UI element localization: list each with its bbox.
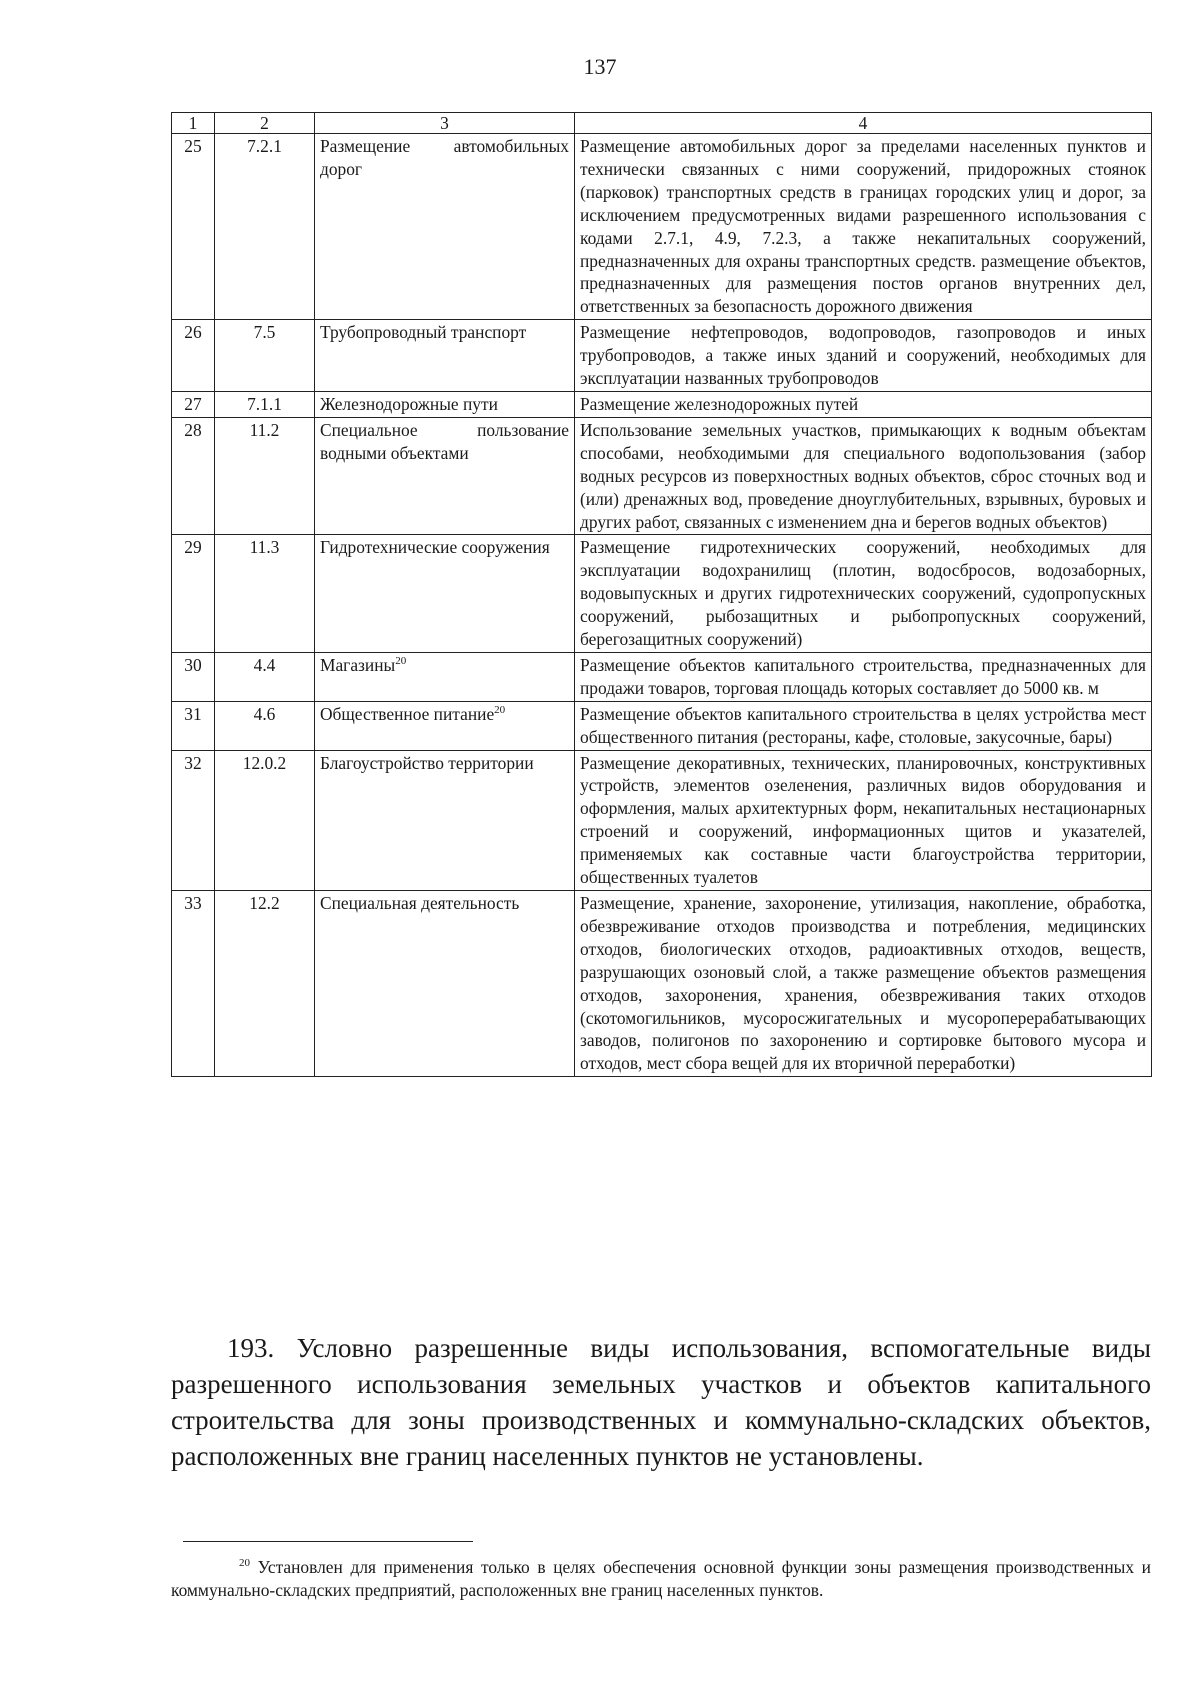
use-description: Размещение объектов капитального строительства в целях устройства мест общественного питания (рестораны, кафе, столовые, закусочные, бары) <box>575 701 1152 750</box>
column-header-4: 4 <box>575 113 1152 134</box>
row-number: 27 <box>172 391 215 417</box>
use-name-text: Специальное пользование водными объектами <box>320 419 569 463</box>
use-description: Размещение декоративных, технических, планировочных, конструктивных устройств, элементов озеленения, различных видов оборудования и оформления, малых архитектурных форм, некапитальных нестационарных строений и сооружений, информационных щитов и указателей, применяемых как составные части благоустройства территории, общественных туалетов <box>575 750 1152 890</box>
use-name <box>315 134 575 320</box>
use-code: 7.5 <box>215 320 315 392</box>
use-description: Размещение железнодорожных путей <box>575 391 1152 417</box>
use-code: 12.0.2 <box>215 750 315 890</box>
column-header-3: 3 <box>315 113 575 134</box>
use-name-text: Трубопроводный транспорт <box>320 322 527 343</box>
use-name <box>315 652 575 701</box>
use-description: Размещение объектов капитального строительства, предназначенных для продажи товаров, торговая площадь которых составляет до 5000 кв. м <box>575 652 1152 701</box>
use-description: Размещение гидротехнических сооружений, необходимых для эксплуатации водохранилищ (плотин, водосбросов, водозаборных, водовыпускных и других гидротехнических сооружений, судопропускных сооружений, рыбозащитных и рыбопропускных сооружений, берегозащитных сооружений) <box>575 535 1152 653</box>
footnote-divider <box>183 1541 473 1542</box>
table-header-row <box>172 113 1152 134</box>
use-name <box>315 701 575 750</box>
use-code: 4.6 <box>215 701 315 750</box>
use-description: Использование земельных участков, примыкающих к водным объектам способами, необходимыми для специального водопользования (забор водных ресурсов из поверхностных водных объектов, сброс сточных вод и (или) дренажных вод, проведение дноуглубительных, взрывных, буровых и других работ, связанных с изменением дна и берегов водных объектов) <box>575 417 1152 535</box>
use-name <box>315 391 575 417</box>
row-number: 30 <box>172 652 215 701</box>
footnote-reference: 20 <box>395 655 407 668</box>
use-code: 7.2.1 <box>215 134 315 320</box>
use-name-text: Размещение автомобильных дорог <box>320 136 569 179</box>
use-name-text: Благоустройство территории <box>320 752 534 773</box>
body-paragraph: 193. Условно разрешенные виды использования, вспомогательные виды разрешенного использования земельных участков и объектов капитального строительства для зоны производственных и коммунально-складских объектов, расположенных вне границ населенных пунктов не установлены. <box>171 1333 1151 1471</box>
use-name <box>315 891 575 1077</box>
table-row <box>172 134 1152 320</box>
footnote-marker: 20 <box>239 1557 250 1570</box>
column-header-2: 2 <box>215 113 315 134</box>
row-number: 25 <box>172 134 215 320</box>
table-row <box>172 320 1152 392</box>
use-code: 7.1.1 <box>215 391 315 417</box>
row-number: 29 <box>172 535 215 653</box>
row-number: 32 <box>172 750 215 890</box>
land-use-table <box>171 112 1152 1077</box>
use-name <box>315 535 575 653</box>
table-row <box>172 750 1152 890</box>
use-description: Размещение автомобильных дорог за пределами населенных пунктов и технически связанных с ними сооружений, придорожных стоянок (парковок) транспортных средств в границах городских улиц и дорог, за исключением предусмотренных видами разрешенного использования с кодами 2.7.1, 4.9, 7.2.3, а также некапитальных сооружений, предназначенных для охраны транспортных средств. размещение объектов, предназначенных для размещения постов органов внутренних дел, ответственных за безопасность дорожного движения <box>575 134 1152 320</box>
use-description: Размещение нефтепроводов, водопроводов, газопроводов и иных трубопроводов, а также иных зданий и сооружений, необходимых для эксплуатации названных трубопроводов <box>575 320 1152 392</box>
row-number: 31 <box>172 701 215 750</box>
footnote-text: Установлен для применения только в целях обеспечения основной функции зоны размещения производственных и коммунально-складских предприятий, расположенных вне границ населенных пунктов. <box>171 1557 1151 1600</box>
use-name-text: Магазины <box>320 654 396 675</box>
use-name-text: Общественное питание <box>320 703 495 724</box>
table-row <box>172 391 1152 417</box>
table-row <box>172 652 1152 701</box>
page-number: 137 <box>583 54 617 79</box>
use-code: 11.2 <box>215 417 315 535</box>
use-name <box>315 320 575 392</box>
table-row <box>172 535 1152 653</box>
row-number: 26 <box>172 320 215 392</box>
column-header-1: 1 <box>172 113 215 134</box>
table-row <box>172 417 1152 535</box>
table-row <box>172 701 1152 750</box>
use-name <box>315 417 575 535</box>
use-name-text: Специальная деятельность <box>320 893 520 913</box>
use-code: 11.3 <box>215 535 315 653</box>
table-row <box>172 891 1152 1077</box>
use-name <box>315 750 575 890</box>
row-number: 33 <box>172 891 215 1077</box>
use-code: 12.2 <box>215 891 315 1077</box>
use-code: 4.4 <box>215 652 315 701</box>
footnote <box>171 1556 1151 1601</box>
use-name-text: Гидротехнические сооружения <box>320 537 550 558</box>
use-name-text: Железнодорожные пути <box>320 393 498 414</box>
row-number: 28 <box>172 417 215 535</box>
use-description: Размещение, хранение, захоронение, утилизация, накопление, обработка, обезвреживание отходов производства и потребления, медицинских отходов, биологических отходов, радиоактивных отходов, веществ, разрушающих озоновый слой, а также размещение объектов размещения отходов, захоронения, хранения, обезвреживания таких отходов (скотомогильников, мусоросжигательных и мусороперерабатывающих заводов, полигонов по захоронению и сортировке бытового мусора и отходов, мест сбора вещей для их вторичной переработки) <box>575 891 1152 1077</box>
footnote-reference: 20 <box>494 703 506 716</box>
